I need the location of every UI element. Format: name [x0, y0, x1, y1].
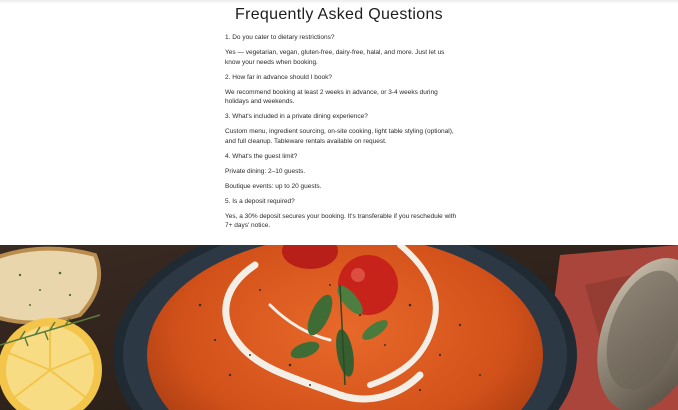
tomato-soup-illustration [0, 245, 678, 410]
faq-question-3: 3. What's included in a private dining experience? [225, 113, 368, 120]
header-shadow [0, 0, 678, 4]
faq-list [225, 33, 460, 236]
faq-answer-1: Yes — vegetarian, vegan, gluten-free, dairy-free, halal, and more. Just let us know your needs when booking. [225, 49, 445, 66]
faq-answer-4a: Private dining: 2–10 guests. [225, 167, 306, 175]
faq-answer-3: Custom menu, ingredient sourcing, on-site cooking, light table styling (optional), and full cleanup. Tableware rentals available on request. [225, 128, 454, 145]
faq-question-2: 2. How far in advance should I book? [225, 73, 332, 81]
faq-answer-4b: Boutique events: up to 20 guests. [225, 182, 322, 190]
faq-question-5: 5. Is a deposit required? [225, 197, 295, 205]
faq-question-1: 1. Do you cater to dietary restrictions? [225, 34, 335, 41]
hero-food-image [0, 245, 678, 410]
faq-answer-5: Yes, a 30% deposit secures your booking. It's transferable if you reschedule with 7+ days' notice. [225, 212, 457, 229]
faq-question-4: 4. What's the guest limit? [225, 152, 298, 160]
faq-answer-2: We recommend booking at least 2 weeks in advance, or 3-4 weeks during holidays and weekends. [225, 88, 438, 105]
faq-title: Frequently Asked Questions [235, 6, 443, 23]
bread-slice [0, 249, 99, 323]
